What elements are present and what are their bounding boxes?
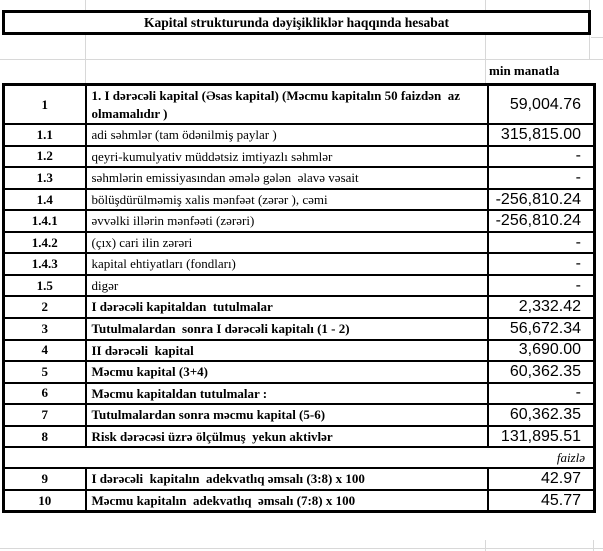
row-number-cell: 7 — [4, 404, 86, 426]
row-label-cell: bölüşdürülməmiş xalis mənfəət (zərər ), cəmi — [86, 189, 488, 211]
gridline — [589, 35, 590, 59]
row-number-cell: 9 — [4, 468, 86, 490]
row-number-cell: 4 — [4, 340, 86, 362]
table-row — [4, 468, 595, 490]
row-label-cell: kapital ehtiyatları (fondları) — [86, 253, 488, 275]
table-row — [4, 318, 595, 340]
table-row — [4, 490, 595, 512]
gridline — [591, 37, 603, 38]
row-label-cell: adi səhmlər (tam ödənilmiş paylar ) — [86, 124, 488, 146]
row-value-cell: -256,810.24 — [488, 210, 595, 232]
row-number-cell: 8 — [4, 426, 86, 448]
row-value-cell: - — [488, 146, 595, 168]
capital-structure-table — [2, 83, 596, 513]
row-number-cell: 2 — [4, 296, 86, 318]
report-title-box — [2, 10, 591, 35]
table-row — [4, 361, 595, 383]
row-value-cell: -256,810.24 — [488, 189, 595, 211]
row-label-cell: (çıx) cari ilin zərəri — [86, 232, 488, 254]
row-label-cell: I dərəcəli kapitaldan tutulmalar — [86, 296, 488, 318]
gridline — [485, 0, 486, 10]
row-number-cell: 10 — [4, 490, 86, 512]
gridline — [593, 540, 594, 551]
row-number-cell: 1 — [4, 85, 86, 125]
table-row — [4, 146, 595, 168]
row-value-cell: - — [488, 167, 595, 189]
table-row — [4, 340, 595, 362]
row-number-cell: 6 — [4, 383, 86, 405]
row-label-cell: Risk dərəcəsi üzrə ölçülmuş yekun aktivlər — [86, 426, 488, 448]
table-row — [4, 232, 595, 254]
row-value-cell: 42.97 — [488, 468, 595, 490]
row-value-cell: 2,332.42 — [488, 296, 595, 318]
row-label-cell: Məcmu kapitalın adekvatlıq əmsalı (7:8) x 100 — [86, 490, 488, 512]
row-value-cell: 56,672.34 — [488, 318, 595, 340]
table-row — [4, 426, 595, 448]
row-value-cell: 3,690.00 — [488, 340, 595, 362]
table-row — [4, 253, 595, 275]
row-number-cell: 3 — [4, 318, 86, 340]
row-value-cell: - — [488, 383, 595, 405]
row-label-cell: əvvəlki illərin mənfəəti (zərəri) — [86, 210, 488, 232]
capital-table-body — [4, 85, 595, 512]
row-number-cell: 1.4.2 — [4, 232, 86, 254]
percent-note-row — [4, 447, 595, 468]
row-label-cell: Tutulmalardan sonra məcmu kapital (5-6) — [86, 404, 488, 426]
row-value-cell: - — [488, 232, 595, 254]
row-label-cell: digər — [86, 275, 488, 297]
row-number-cell: 1.3 — [4, 167, 86, 189]
gridline — [589, 0, 590, 10]
report-title: Kapital strukturunda dəyişikliklər haqqında hesabat — [143, 14, 450, 30]
row-value-cell: 60,362.35 — [488, 404, 595, 426]
row-label-cell: Məcmu kapital (3+4) — [86, 361, 488, 383]
row-number-cell: 1.5 — [4, 275, 86, 297]
table-row — [4, 189, 595, 211]
row-number-cell: 5 — [4, 361, 86, 383]
table-row — [4, 124, 595, 146]
gridline — [85, 0, 86, 10]
row-value-cell: 59,004.76 — [488, 85, 595, 125]
row-value-cell: 315,815.00 — [488, 124, 595, 146]
row-label-cell: I dərəcəli kapitalın adekvatlıq əmsalı (3:8) x 100 — [86, 468, 488, 490]
table-row — [4, 275, 595, 297]
table-row — [4, 85, 595, 125]
table-row — [4, 167, 595, 189]
table-row — [4, 383, 595, 405]
row-number-cell: 1.4.3 — [4, 253, 86, 275]
row-value-cell: - — [488, 253, 595, 275]
gridline — [0, 548, 603, 549]
table-row — [4, 404, 595, 426]
row-number-cell: 1.4 — [4, 189, 86, 211]
row-number-cell: 1.4.1 — [4, 210, 86, 232]
row-number-cell: 1.1 — [4, 124, 86, 146]
row-label-cell: 1. I dərəcəli kapital (Əsas kapital) (Məcmu kapitalın 50 faizdən az olmamalıdır ) — [86, 85, 488, 125]
row-label-cell: II dərəcəli kapital — [86, 340, 488, 362]
row-label-cell: Tutulmalardan sonra I dərəcəli kapitalı (1 - 2) — [86, 318, 488, 340]
table-row — [4, 296, 595, 318]
row-label-cell: qeyri-kumulyativ müddətsiz imtiyazlı səhmlər — [86, 146, 488, 168]
row-number-cell: 1.2 — [4, 146, 86, 168]
gridline — [485, 540, 486, 551]
row-label-cell: Məcmu kapitaldan tutulmalar : — [86, 383, 488, 405]
row-value-cell: 131,895.51 — [488, 426, 595, 448]
row-label-cell: səhmlərin emissiyasından əmələ gələn əlavə vəsait — [86, 167, 488, 189]
row-value-cell: - — [488, 275, 595, 297]
row-value-cell: 45.77 — [488, 490, 595, 512]
percent-note-label: faizlə — [4, 447, 595, 468]
row-value-cell: 60,362.35 — [488, 361, 595, 383]
table-row — [4, 210, 595, 232]
unit-note: min manatla — [489, 63, 560, 78]
